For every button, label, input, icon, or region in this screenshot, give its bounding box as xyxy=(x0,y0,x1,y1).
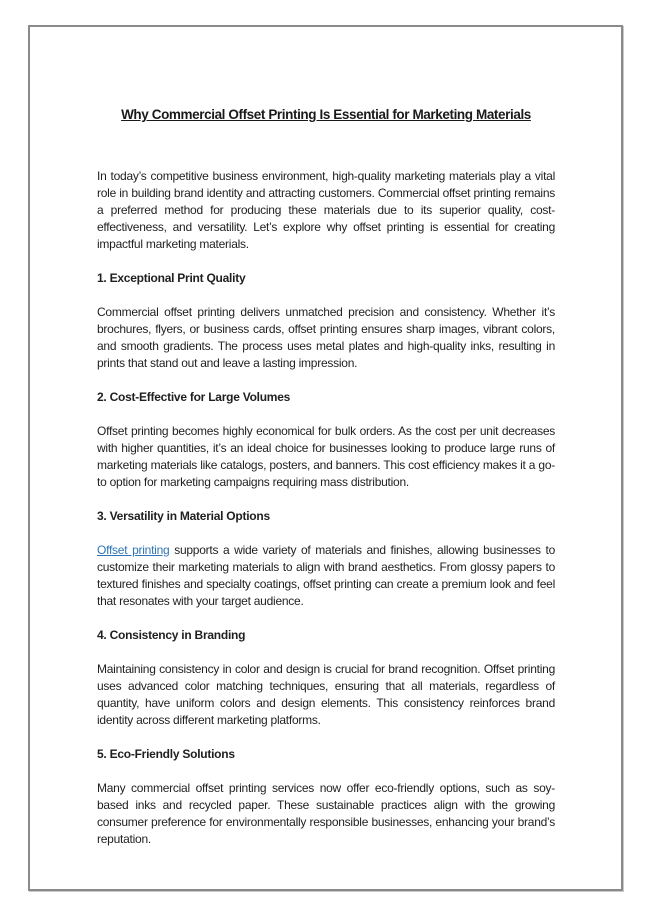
section-body-versatility-text: supports a wide variety of materials and finishes, allowing businesses to customize their marketing materials to align with brand aesthetics. From glossy papers to textured finishes and specialty coatings, offset printing can create a premium look and feel that resonates with your target audience. xyxy=(97,543,555,608)
section-body-print-quality: Commercial offset printing delivers unmatched precision and consistency. Whether it’s brochures, flyers, or business cards, offset printing ensures sharp images, vibrant colors, and smooth gradients. The process uses metal plates and high-quality inks, resulting in prints that stand out and leave a lasting impression. xyxy=(97,305,555,370)
section-body-eco-friendly: Many commercial offset printing services now offer eco-friendly options, such as soy-based inks and recycled paper. These sustainable practices align with the growing consumer preference for environmentally responsible businesses, enhancing your brand’s reputation. xyxy=(97,781,555,846)
document-page xyxy=(28,25,623,891)
section-heading-print-quality: 1. Exceptional Print Quality xyxy=(97,271,246,285)
section-heading-cost-effective: 2. Cost-Effective for Large Volumes xyxy=(97,390,291,404)
section-heading-branding: 4. Consistency in Branding xyxy=(97,628,246,642)
document-title: Why Commercial Offset Printing Is Essential for Marketing Materials xyxy=(121,107,531,122)
offset-printing-link[interactable]: Offset printing xyxy=(97,543,170,557)
section-body-versatility xyxy=(97,542,555,610)
intro-paragraph: In today’s competitive business environment, high-quality marketing materials play a vital role in building brand identity and attracting customers. Commercial offset printing remains a preferred method for producing these materials due to its superior quality, cost-effectiveness, and versatility. Let’s explore why offset printing is essential for creating impactful marketing materials. xyxy=(97,169,555,251)
section-body-branding: Maintaining consistency in color and design is crucial for brand recognition. Offset printing uses advanced color matching techniques, ensuring that all materials, regardless of quantity, have uniform colors and design elements. This consistency reinforces brand identity across different marketing platforms. xyxy=(97,662,555,727)
section-heading-versatility: 3. Versatility in Material Options xyxy=(97,509,270,523)
section-body-cost-effective: Offset printing becomes highly economical for bulk orders. As the cost per unit decreases with higher quantities, it’s an ideal choice for businesses looking to produce large runs of marketing materials like catalogs, posters, and banners. This cost efficiency makes it a go-to option for marketing campaigns requiring mass distribution. xyxy=(97,424,555,489)
section-heading-eco-friendly: 5. Eco-Friendly Solutions xyxy=(97,747,235,761)
